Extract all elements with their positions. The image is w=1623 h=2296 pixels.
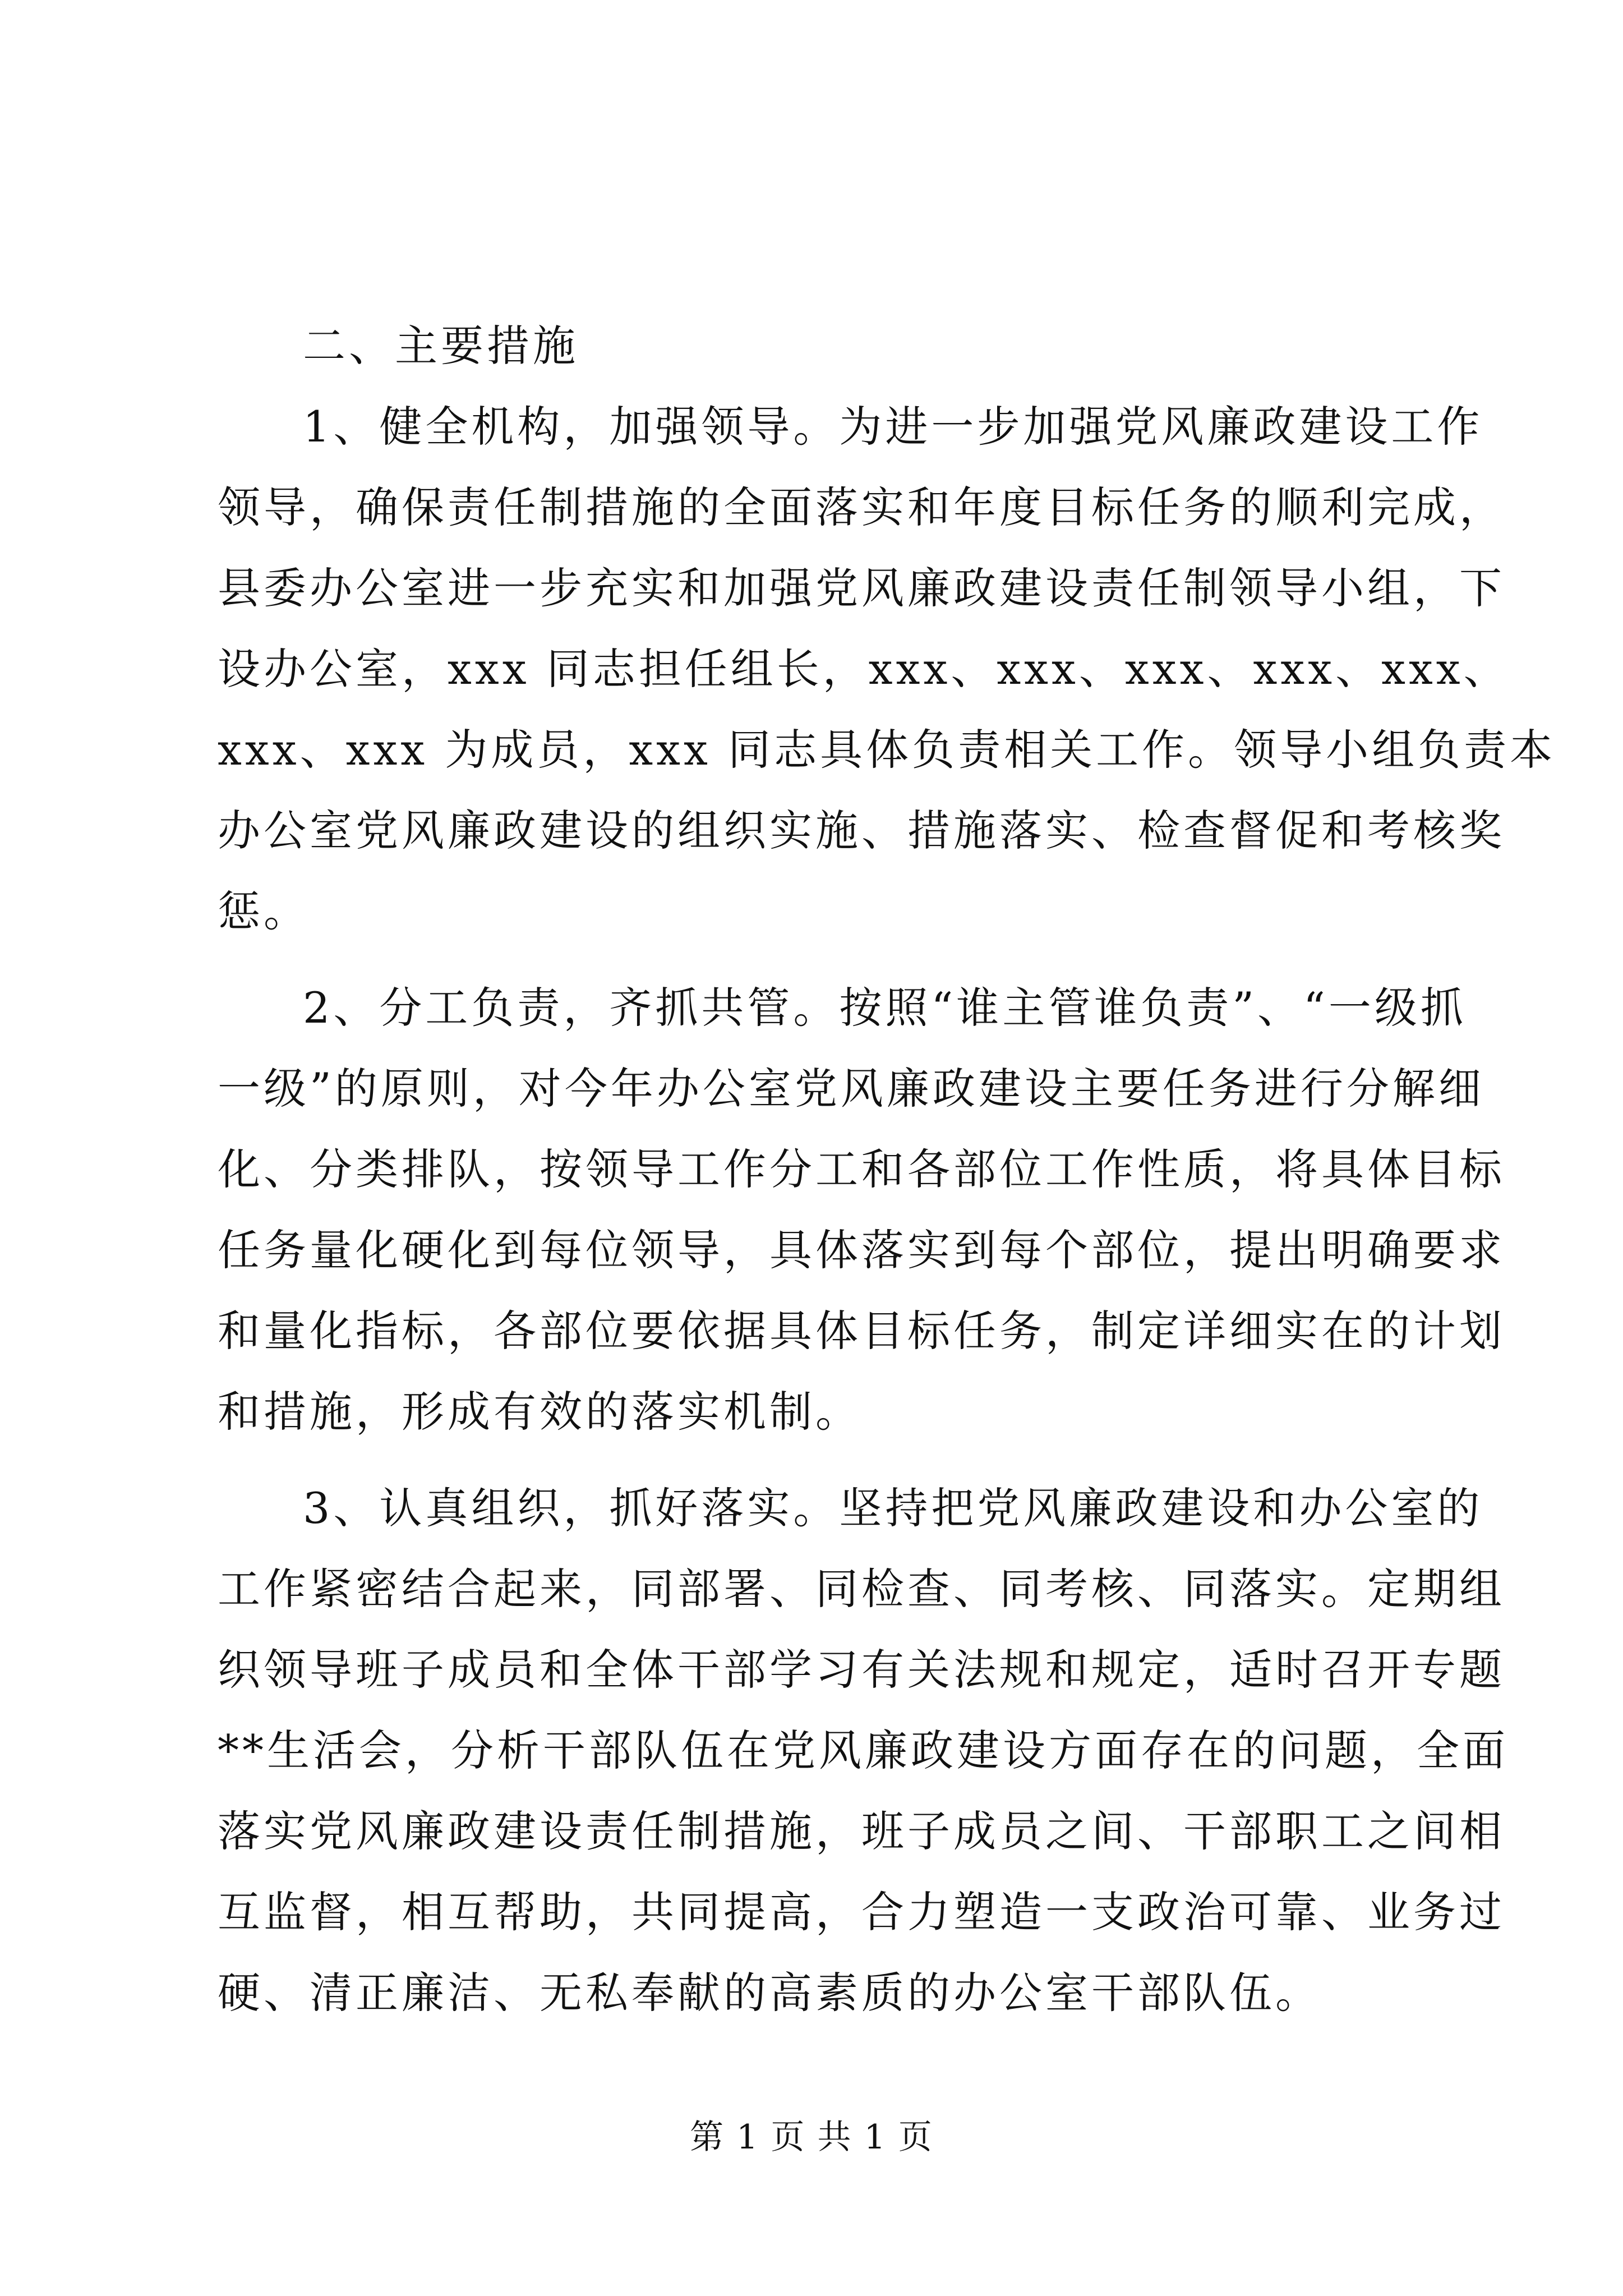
document-body	[218, 306, 1556, 2033]
paragraph-line: 县委办公室进一步充实和加强党风廉政建设责任制领导小组，下	[218, 563, 1505, 613]
paragraph-line: 1、健全机构，加强领导。为进一步加强党风廉政建设工作	[303, 402, 1483, 452]
paragraph-1	[218, 386, 1556, 952]
paragraph-line: 3、认真组织，抓好落实。坚持把党风廉政建设和办公室的	[303, 1483, 1483, 1533]
paragraph-line: 任务量化硬化到每位领导，具体落实到每个部位，提出明确要求	[218, 1225, 1505, 1275]
paragraph-spacer	[218, 952, 1412, 968]
paragraph-line: 惩。	[218, 886, 310, 936]
paragraph-line: 设办公室，xxx 同志担任组长，xxx、xxx、xxx、xxx、xxx、	[218, 644, 1510, 694]
paragraph-line: 办公室党风廉政建设的组织实施、措施落实、检查督促和考核奖	[218, 806, 1505, 855]
paragraph-line: 落实党风廉政建设责任制措施，班子成员之间、干部职工之间相	[218, 1806, 1505, 1856]
paragraph-2	[218, 968, 1505, 1452]
paragraph-line: 一级”的原则，对今年办公室党风廉政建设主要任务进行分解细	[218, 1064, 1484, 1114]
paragraph-line: 互监督，相互帮助，共同提高，合力塑造一支政治可靠、业务过	[218, 1887, 1505, 1937]
paragraph-line: 2、分工负责，齐抓共管。按照“谁主管谁负责”、“一级抓	[303, 983, 1467, 1033]
paragraph-line: 和措施，形成有效的落实机制。	[218, 1387, 861, 1437]
section-heading: 二、主要措施	[303, 321, 579, 371]
paragraph-line: 领导，确保责任制措施的全面落实和年度目标任务的顺利完成，	[218, 482, 1505, 532]
paragraph-line: 化、分类排队，按领导工作分工和各部位工作性质，将具体目标	[218, 1144, 1505, 1194]
paragraph-line: 和量化指标，各部位要依据具体目标任务，制定详细实在的计划	[218, 1306, 1505, 1356]
paragraph-spacer	[218, 1452, 1412, 1468]
page-footer: 第 1 页 共 1 页	[690, 2118, 933, 2157]
paragraph-line: xxx、xxx 为成员，xxx 同志具体负责相关工作。领导小组负责本	[218, 725, 1556, 775]
paragraph-3	[218, 1468, 1509, 2033]
paragraph-line: 织领导班子成员和全体干部学习有关法规和规定，适时召开专题	[218, 1645, 1505, 1695]
paragraph-line: **生活会，分析干部队伍在党风廉政建设方面存在的问题，全面	[218, 1726, 1509, 1775]
paragraph-line: 工作紧密结合起来，同部署、同检查、同考核、同落实。定期组	[218, 1564, 1505, 1614]
paragraph-line: 硬、清正廉洁、无私奉献的高素质的办公室干部队伍。	[218, 1968, 1321, 2018]
